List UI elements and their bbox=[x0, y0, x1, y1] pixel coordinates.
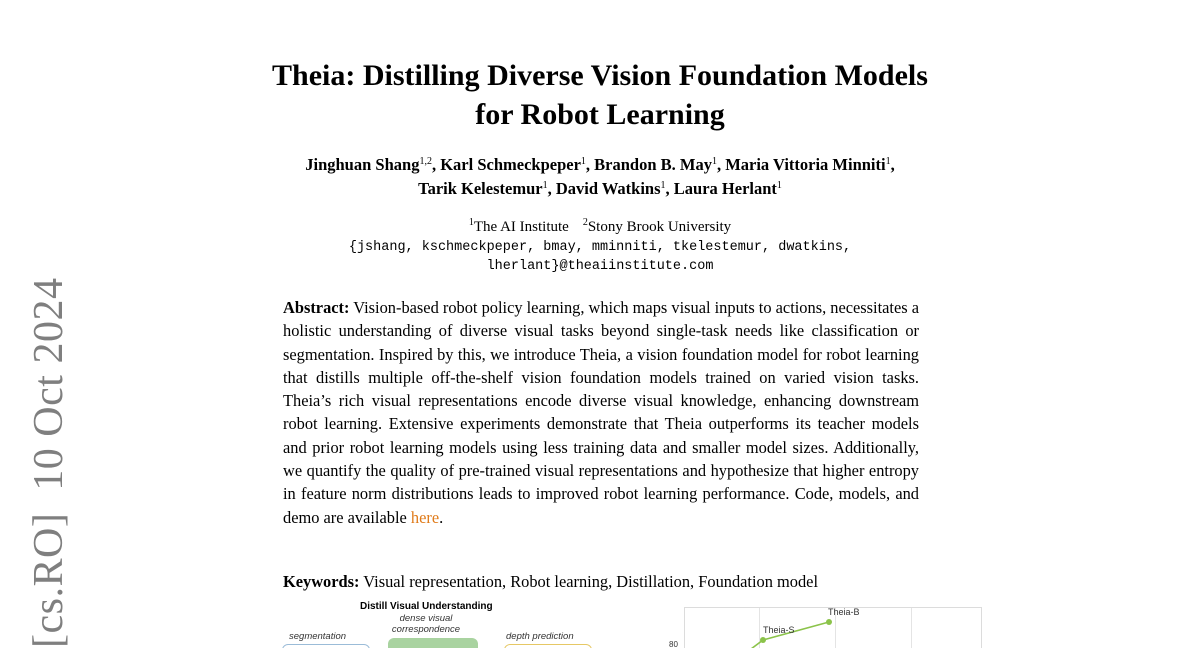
abstract bbox=[283, 296, 919, 529]
arxiv-date: 10 Oct 2024 bbox=[26, 277, 72, 491]
y-tick-label: 80 bbox=[669, 640, 678, 648]
title-line-2: for Robot Learning bbox=[475, 98, 725, 131]
author-affil-sup: 1 bbox=[580, 156, 586, 167]
point-label: Theia-B bbox=[828, 607, 860, 617]
author-list bbox=[0, 153, 1200, 201]
author-line-1 bbox=[0, 153, 1200, 177]
arxiv-category: [cs.RO] bbox=[26, 512, 72, 648]
abstract-end: . bbox=[439, 507, 444, 527]
author-name: Tarik Kelestemur bbox=[418, 179, 543, 198]
author-affil-sup: 1,2 bbox=[419, 156, 432, 167]
affil-sup: 2 bbox=[582, 217, 588, 228]
figure-plot bbox=[669, 607, 982, 648]
author-separator: , bbox=[431, 155, 441, 174]
author-affil-sup: 1 bbox=[885, 156, 891, 167]
author-name: Brandon B. May bbox=[594, 155, 712, 174]
author-separator: , bbox=[585, 155, 595, 174]
figure-left-label: segmentation bbox=[289, 631, 347, 642]
correspondence-blob bbox=[388, 638, 478, 648]
keywords-label: Keywords: bbox=[283, 572, 360, 591]
arxiv-stamp bbox=[28, 278, 70, 648]
author-name: Maria Vittoria Minniti bbox=[725, 155, 886, 174]
author-separator: , bbox=[547, 179, 556, 198]
author-affil-sup: 1 bbox=[660, 180, 666, 191]
author-affil-sup: 1 bbox=[776, 180, 782, 191]
center-label-line-1: dense visual bbox=[399, 613, 453, 624]
author-affil-sup: 1 bbox=[711, 156, 717, 167]
author-separator: , bbox=[716, 155, 726, 174]
affil-sup: 1 bbox=[468, 217, 474, 228]
author-name: Jinghuan Shang bbox=[305, 155, 420, 174]
center-label-line-2: correspondence bbox=[391, 624, 461, 635]
affil-name: Stony Brook University bbox=[587, 219, 732, 235]
affiliations bbox=[0, 217, 1200, 237]
figure-right-label: depth prediction bbox=[506, 631, 574, 642]
affil-name: The AI Institute bbox=[473, 219, 569, 235]
keywords bbox=[283, 570, 983, 593]
depth-blob bbox=[504, 644, 592, 648]
keywords-text: Visual representation, Robot learning, Distillation, Foundation model bbox=[363, 572, 818, 591]
abstract-here-link[interactable]: here bbox=[410, 507, 440, 527]
author-separator: , bbox=[890, 155, 895, 174]
segmentation-blob bbox=[282, 644, 370, 648]
author-line-2 bbox=[0, 177, 1200, 201]
emails-line-2: lherlant}@theaiinstitute.com bbox=[486, 259, 714, 274]
figure-diagram bbox=[280, 600, 610, 648]
author-name: Laura Herlant bbox=[673, 179, 777, 198]
author-emails bbox=[0, 238, 1200, 276]
abstract-text: Vision-based robot policy learning, which maps visual inputs to actions, necessitates a holistic understanding of diverse visual tasks beyond single-task needs like classification or segmentation. Inspired by this, we introduce Theia, a vision foundation model for robot learning that distills multiple off-the-shelf vision foundation models trained on varied vision tasks. Theia’s rich visual representations encode diverse visual knowledge, enhancing downstream robot learning. Extensive experiments demonstrate that Theia outperforms its teacher models and prior robot learning models using less training data and smaller model sizes. Additionally, we quantify the quality of pre-trained visual representations and hypothesize that higher entropy in feature norm distributions leads to improved robot learning performance. Code, models, and demo are available bbox=[283, 298, 920, 527]
point-theia-s bbox=[760, 637, 766, 643]
point-label: Theia-S bbox=[763, 625, 795, 635]
point-theia-b bbox=[826, 619, 832, 625]
author-name: Karl Schmeckpeper bbox=[440, 155, 581, 174]
abstract-label: Abstract: bbox=[283, 298, 350, 317]
figure-center-label bbox=[366, 613, 486, 635]
author-name: David Watkins bbox=[555, 179, 661, 198]
author-affil-sup: 1 bbox=[542, 180, 548, 191]
author-separator: , bbox=[665, 179, 674, 198]
paper-title bbox=[0, 56, 1200, 134]
title-line-1: Theia: Distilling Diverse Vision Foundation Models bbox=[272, 59, 928, 92]
figure-title: Distill Visual Understanding bbox=[360, 601, 493, 612]
emails-line-1: {jshang, kschmeckpeper, bmay, mminniti, tkelestemur, dwatkins, bbox=[348, 240, 852, 255]
